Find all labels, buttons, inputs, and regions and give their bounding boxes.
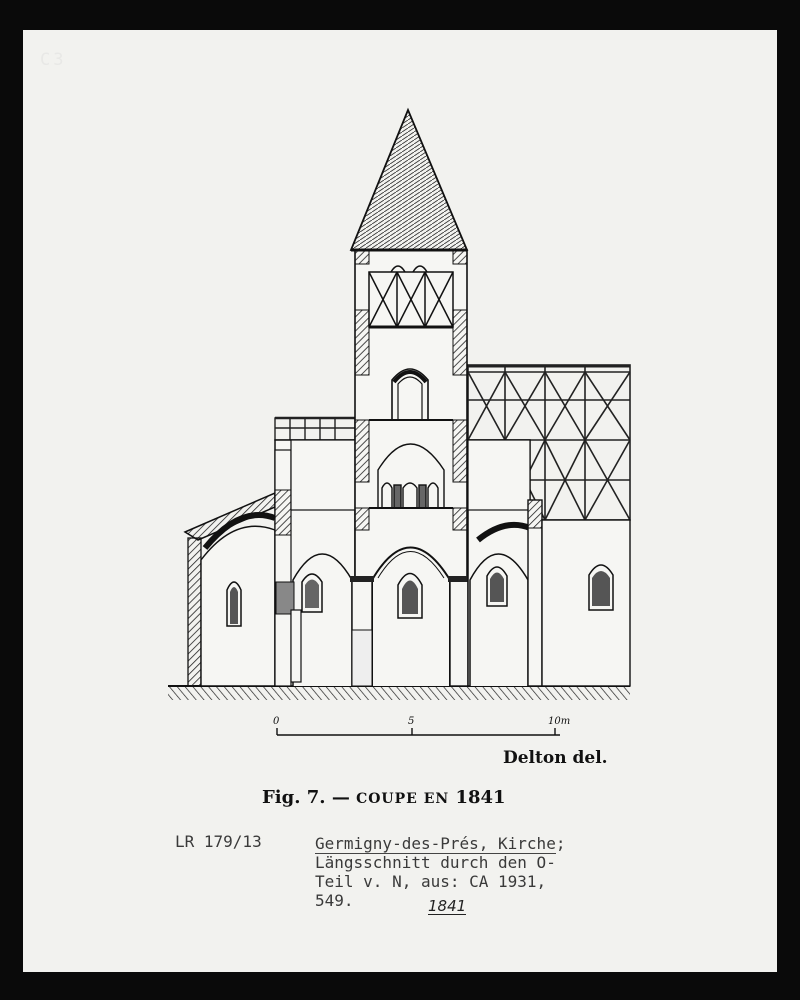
apse-window [227,582,241,626]
right-aisle-window [487,567,507,606]
archive-description-block [315,834,625,910]
archive-title: Germigny-des-Prés, Kirche [315,834,556,853]
left-aisle-window [302,574,322,612]
crossing-window [398,574,422,619]
apse-wall [188,538,201,686]
tower-window [392,369,428,420]
scale-bar [277,728,560,735]
left-roof-truss [275,418,355,440]
drawing-credit: Delton del. [503,748,608,768]
archive-number: LR 179/13 [175,832,262,851]
scale-label-10m: 10m [548,716,571,727]
photo-marker: C3 [40,50,67,70]
scale-label-5: 5 [408,716,415,727]
archive-title-punct: ; [555,834,566,853]
scale-label-0: 0 [273,716,280,727]
caption-main: COUPE EN [356,791,450,807]
handwritten-year: 1841 [428,897,467,915]
nave-window [589,565,613,610]
ground-hatch [168,686,630,700]
figure-caption [262,787,506,808]
archive-description: Längsschnitt durch den O- Teil v. N, aus: CA 1931, 549. [315,853,556,910]
caption-prefix: Fig. 7. [262,787,326,808]
caption-dash: — [331,787,350,808]
tower-spire [351,110,467,250]
caption-year: 1841 [455,787,506,808]
nave-wall [542,520,630,686]
belfry-frame [369,266,453,327]
